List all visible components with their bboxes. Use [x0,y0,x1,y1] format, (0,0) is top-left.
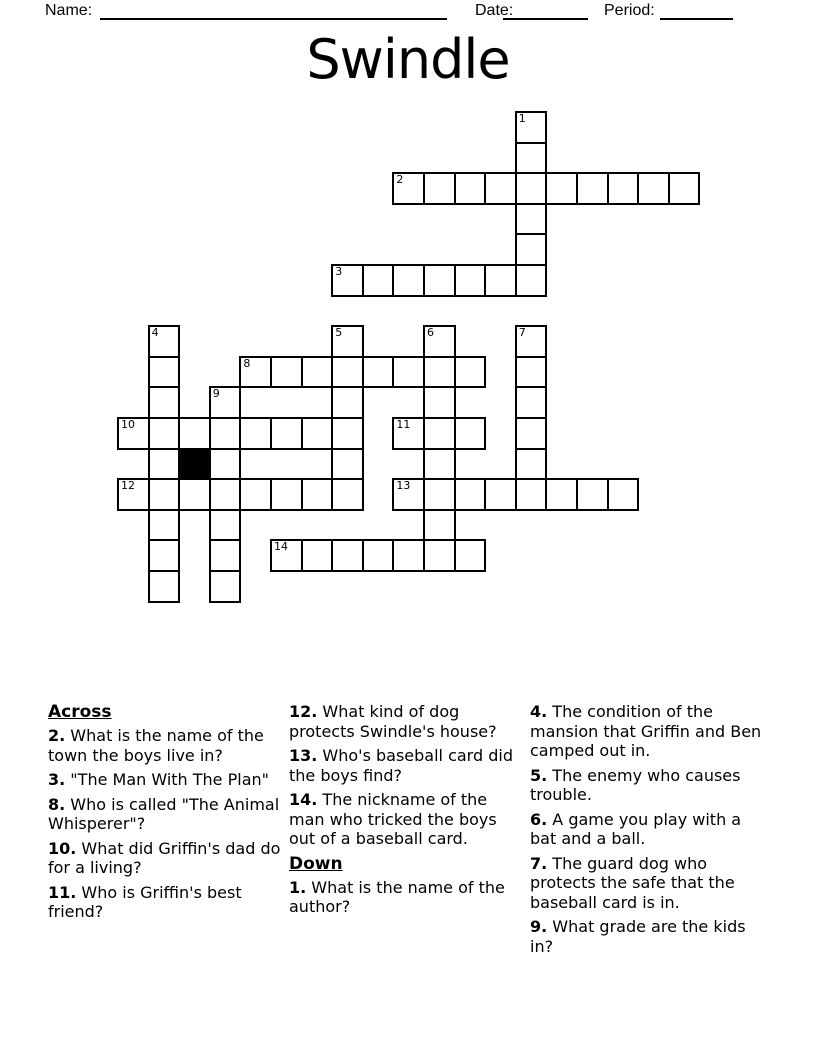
cell-r14-c5[interactable] [270,539,303,572]
clue-number: 2. [48,726,66,745]
cell-r12-c13[interactable] [515,478,548,511]
cell-r10-c11[interactable] [454,417,487,450]
cell-r10-c10[interactable] [423,417,456,450]
cell-r8-c1[interactable] [148,356,181,389]
cell-r12-c3[interactable] [209,478,242,511]
cell-r5-c7[interactable] [331,264,364,297]
cell-r7-c1[interactable] [148,325,181,358]
cell-r12-c1[interactable] [148,478,181,511]
cell-r8-c4[interactable] [239,356,272,389]
cell-r12-c7[interactable] [331,478,364,511]
cell-r11-c1[interactable] [148,448,181,481]
clue-number: 3. [48,770,66,789]
cell-r5-c9[interactable] [392,264,425,297]
cell-r11-c7[interactable] [331,448,364,481]
clue-column-1 [48,702,281,961]
clue-3: 3. "The Man With The Plan" [48,770,269,789]
clue-number: 14. [289,790,318,809]
clue-number: 13. [289,746,318,765]
cell-r2-c13[interactable] [515,172,548,205]
cell-r13-c10[interactable] [423,509,456,542]
cell-r14-c1[interactable] [148,539,181,572]
cell-r14-c11[interactable] [454,539,487,572]
cell-r13-c1[interactable] [148,509,181,542]
clue-14: 14. The nickname of the man who tricked the boys out of a baseball card. [289,790,497,848]
cell-r11-c10[interactable] [423,448,456,481]
cell-r2-c9[interactable] [392,172,425,205]
cell-number-9: 9 [212,387,220,401]
clue-number: 11. [48,882,77,902]
cell-r8-c6[interactable] [301,356,334,389]
cell-r5-c8[interactable] [362,264,395,297]
cell-number-6: 6 [427,326,434,340]
clue-2: 2. What is the name of the town the boys live in? [48,726,264,765]
cell-r10-c5[interactable] [270,417,303,450]
clues-section [48,702,770,961]
cell-r10-c6[interactable] [301,417,334,450]
cell-r8-c11[interactable] [454,356,487,389]
cell-r10-c3[interactable] [209,417,242,450]
cell-r5-c10[interactable] [423,264,456,297]
cell-r13-c3[interactable] [209,509,242,542]
cell-r15-c3[interactable] [209,570,242,603]
cell-number-5: 5 [335,326,343,340]
cell-r12-c5[interactable] [270,478,303,511]
across-heading: Across [48,702,112,722]
cell-r8-c10[interactable] [423,356,456,389]
cell-number-2: 2 [396,173,404,187]
cell-r4-c13[interactable] [515,233,548,266]
cell-r1-c13[interactable] [515,142,548,175]
clue-8: 8. Who is called "The Animal Whisperer"? [48,794,280,833]
cell-r5-c13[interactable] [515,264,548,297]
clue-number: 10. [48,838,77,858]
clue-number: 6. [530,809,548,829]
clue-5: 5. The enemy who causes trouble. [530,765,741,804]
cell-r12-c10[interactable] [423,478,456,511]
clue-number: 7. [530,853,548,873]
name-label: Name: [45,2,93,19]
cell-r10-c9[interactable] [392,417,425,450]
clue-number: 8. [48,794,66,814]
clue-column-2 [289,702,522,961]
cell-r9-c3[interactable] [209,386,242,419]
cell-r10-c13[interactable] [515,417,548,450]
cell-r2-c15[interactable] [576,172,609,205]
cell-r12-c0[interactable] [117,478,150,511]
cell-r2-c11[interactable] [454,172,487,205]
cell-number-7: 7 [518,326,526,340]
cell-r9-c1[interactable] [148,386,181,419]
cell-r2-c18[interactable] [668,172,701,205]
cell-r9-c7[interactable] [331,386,364,419]
cell-r12-c12[interactable] [484,478,517,511]
cell-r8-c13[interactable] [515,356,548,389]
cell-r0-c13[interactable] [515,111,548,144]
clue-6: 6. A game you play with a bat and a ball. [530,809,742,848]
cell-number-10: 10 [121,418,135,431]
cell-r9-c13[interactable] [515,386,548,419]
clue-number: 4. [530,702,548,721]
clue-number: 12. [289,702,318,721]
clue-4: 4. The condition of the mansion that Griffin and Ben camped out in. [530,702,762,760]
clue-11: 11. Who is Griffin's best friend? [48,882,242,921]
cell-r2-c14[interactable] [545,172,578,205]
cell-r14-c8[interactable] [362,539,395,572]
cell-r2-c10[interactable] [423,172,456,205]
cell-r10-c0[interactable] [117,417,150,450]
cell-number-14: 14 [274,540,288,554]
cell-r12-c2[interactable] [178,478,211,511]
cell-r14-c6[interactable] [301,539,334,572]
cell-r2-c16[interactable] [607,172,640,205]
cell-number-4: 4 [151,326,159,340]
clue-number: 9. [530,917,548,936]
cell-r8-c9[interactable] [392,356,425,389]
cell-r5-c12[interactable] [484,264,517,297]
clue-1: 1. What is the name of the author? [289,877,505,916]
date-label: Date: [475,2,514,19]
clue-number: 1. [289,877,307,897]
cell-r7-c13[interactable] [515,325,548,358]
cell-r12-c15[interactable] [576,478,609,511]
clue-column-3 [530,702,763,961]
cell-r12-c4[interactable] [239,478,272,511]
cell-r10-c1[interactable] [148,417,181,450]
cell-r12-c14[interactable] [545,478,578,511]
blocked-cell [178,448,211,481]
cell-r12-c11[interactable] [454,478,487,511]
clue-9: 9. What grade are the kids in? [530,917,746,956]
cell-number-12: 12 [121,479,135,493]
period-label: Period: [604,2,655,19]
cell-r12-c9[interactable] [392,478,425,511]
clue-13: 13. Who's baseball card did the boys find? [289,746,513,785]
puzzle-title: Swindle [306,28,510,91]
cell-r10-c7[interactable] [331,417,364,450]
cell-r3-c13[interactable] [515,203,548,236]
cell-r9-c10[interactable] [423,386,456,419]
clue-12: 12. What kind of dog protects Swindle's house? [289,702,497,741]
cell-r14-c7[interactable] [331,539,364,572]
cell-number-11: 11 [396,418,411,431]
cell-r15-c1[interactable] [148,570,181,603]
cell-number-1: 1 [518,112,526,125]
cell-r2-c12[interactable] [484,172,517,205]
cell-r7-c10[interactable] [423,325,456,358]
clue-7: 7. The guard dog who protects the safe that the baseball card is in. [530,853,735,912]
cell-number-8: 8 [243,356,251,370]
cell-r14-c10[interactable] [423,539,456,572]
clue-10: 10. What did Griffin's dad do for a living? [48,838,281,877]
cell-number-3: 3 [335,265,343,278]
cell-number-13: 13 [396,479,411,493]
cell-r12-c6[interactable] [301,478,334,511]
cell-r8-c8[interactable] [362,356,395,389]
cell-r2-c17[interactable] [637,172,670,205]
cell-r11-c3[interactable] [209,448,242,481]
clue-number: 5. [530,765,548,785]
down-heading: Down [289,853,343,874]
cell-r14-c3[interactable] [209,539,242,572]
cell-r8-c7[interactable] [331,356,364,389]
cell-r12-c16[interactable] [607,478,640,511]
cell-r14-c9[interactable] [392,539,425,572]
cell-r8-c5[interactable] [270,356,303,389]
cell-r11-c13[interactable] [515,448,548,481]
cell-r7-c7[interactable] [331,325,364,358]
cell-r5-c11[interactable] [454,264,487,297]
cell-r10-c2[interactable] [178,417,211,450]
cell-r10-c4[interactable] [239,417,272,450]
